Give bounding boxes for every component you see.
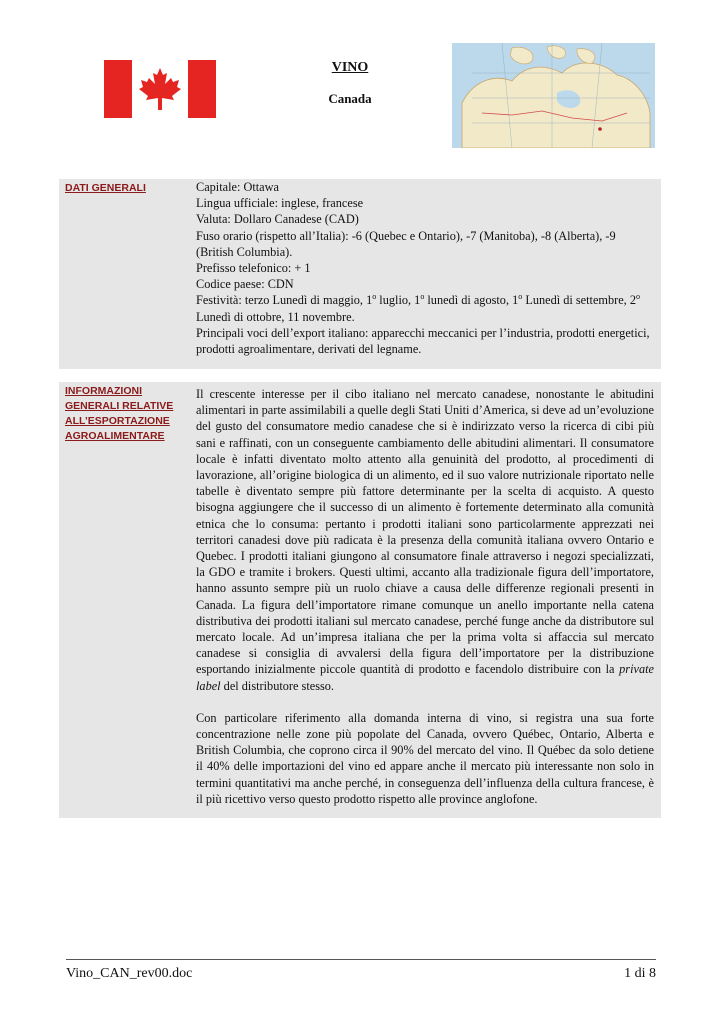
ordinal-sup: o (635, 292, 640, 302)
export-line: Principali voci dell’export italiano: apparecchi meccanici per l’industria, prodotti energetici, prodotti agroalimentare, derivati del legname. (196, 325, 650, 357)
festivita-line (196, 292, 654, 324)
prefisso-line: Prefisso telefonico: + 1 (196, 261, 311, 276)
valuta-line: Valuta: Dollaro Canadese (CAD) (196, 212, 359, 227)
capitale-line: Capitale: Ottawa (196, 180, 279, 194)
festivita-text-1: Festività: terzo Lunedì di maggio, 1 (196, 293, 373, 308)
informazioni-paragraph-1 (196, 386, 654, 694)
footer-page-number: 1 di 8 (624, 966, 656, 981)
informazioni-label: INFORMAZIONI GENERALI RELATIVE ALL’ESPORTAZIONE AGROALIMENTARE (65, 385, 174, 442)
fuso-line: Fuso orario (rispetto all’Italia): -6 (Quebec e Ontario), -7 (Manitoba), -8 (Alberta), -9 (British Columbia). (196, 228, 616, 259)
dati-generali-section (59, 179, 661, 369)
dati-generali-label: DATI GENERALI (65, 182, 146, 194)
festivita-text-5: Lunedì di ottobre, 11 novembre. (196, 309, 355, 324)
festivita-text-3: lunedì di agosto, 1 (424, 293, 519, 308)
para1-text-a: Il crescente interesse per il cibo italiano nel mercato canadese, nonostante le abitudini alimentari in parte assimilabili a quelle degli Stati Uniti d’America, si deve ad un’evoluzione del gusto del consumatore medio canadese che si è indirizzato verso la ricerca di cibi più sani e raffinati, con un conseguente cambiamento delle abitudini alimentari. Il consumatore locale è infatti diventato molto attento alla genuinità del prodotto, al procedimenti di lavorazione, all’origine biologica di un alimento, ed il suo valore nutrizionale riportato nelle tabelle è diventato sempre più fattore determinante per la scelta di acquisto. A questo bisogna aggiungere che il successo di un alimento è fortemente determinato alla comunità etnica che lo consuma: pertanto i prodotti italiani sono particolarmente apprezzati nei territori canadesi dove più radicata è la presenza della comunità italiana ovvero Ontario e Quebec. I prodotti italiani giungono al consumatore finale attraverso i negozi specializzati, la GDO e tramite i brokers. Questi ultimi, accanto alla tradizionale figura dell’importatore, hanno assunto sempre più un ruolo chiave a causa delle differenze regionali presenti in Canada. La figura dell’importatore rimane comunque un anello importante nella catena distributiva dei prodotti italiani sul mercato canadese, perché funge anche da distributore sul mercato locale. Ad un’impresa italiana che per la prima volta si affaccia sul mercato canadese si consiglia di avvalersi della figura dell’importatore per la distribuzione esportando inizialmente piccole quantità di prodotto e facendolo distribuire con la (196, 387, 654, 677)
canada-flag-icon (104, 60, 216, 118)
para1-text-b: del distributore stesso. (220, 678, 334, 693)
ordinal-sup: o (518, 292, 523, 302)
lingua-line: Lingua ufficiale: inglese, francese (196, 196, 364, 211)
page-subtitle: Canada (328, 91, 372, 106)
canada-map-icon (452, 43, 655, 148)
page-footer (66, 959, 656, 981)
festivita-text-4: Lunedì di settembre, 2 (522, 293, 636, 308)
title-block (300, 60, 400, 107)
private-label-italic: private label (196, 662, 654, 693)
ordinal-sup: o (420, 292, 425, 302)
informazioni-section (59, 382, 661, 818)
informazioni-paragraph-2: Con particolare riferimento alla domanda interna di vino, si registra una sua forte concentrazione nelle zone più popolate del Canada, ovvero Québec, Ontario, Alberta e British Columbia, che coprono circa il 90% del mercato del vino. Il Québec da solo detiene il 40% delle importazioni del vino ed appare anche il mercato più interessante non solo in termini quantitativi ma anche perché, in conseguenza dell’influenza della cultura francese, è il più ricettivo verso questo prodotto rispetto alle province anglofone. (196, 710, 654, 806)
page-title: VINO (331, 60, 369, 75)
ordinal-sup: o (372, 292, 377, 302)
festivita-text-2: luglio, 1 (376, 293, 421, 308)
codice-line: Codice paese: CDN (196, 277, 294, 292)
informazioni-body (196, 386, 654, 807)
dati-generali-body (196, 179, 654, 357)
footer-filename: Vino_CAN_rev00.doc (66, 966, 193, 981)
